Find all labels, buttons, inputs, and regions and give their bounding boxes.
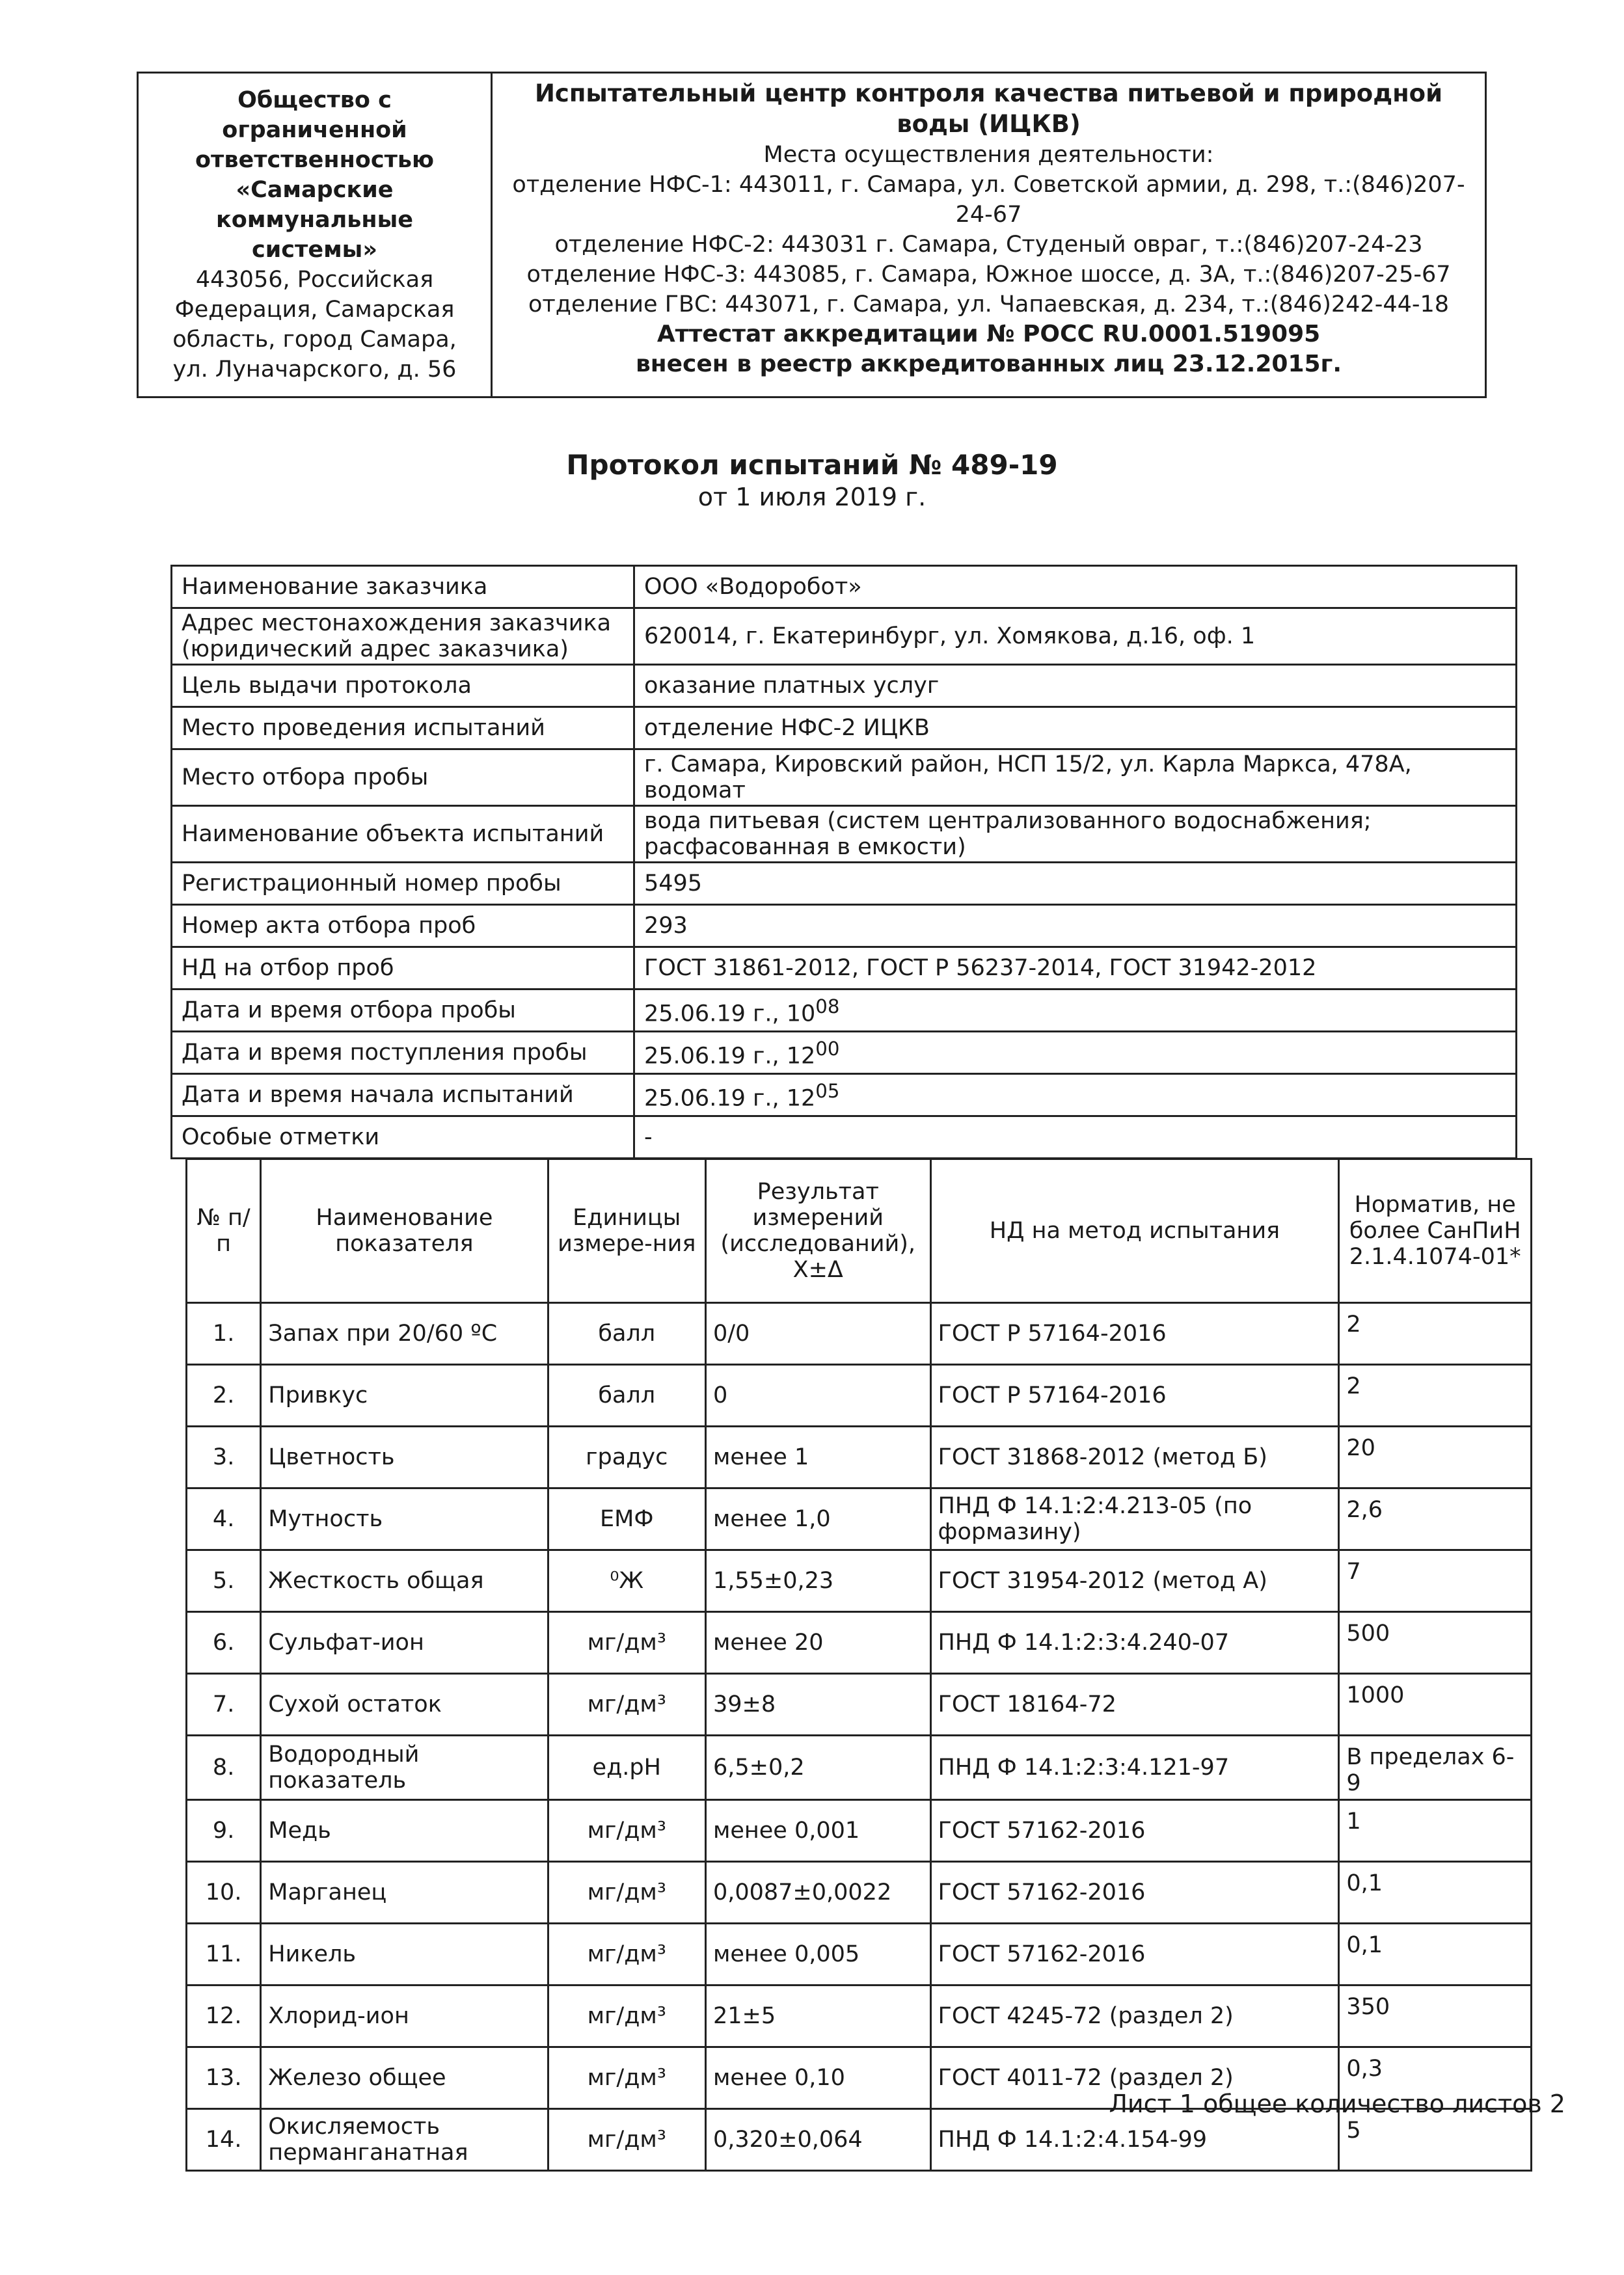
row-number: 6. (187, 1612, 261, 1674)
result-value: 39±8 (705, 1674, 930, 1736)
unit: мг/дм³ (548, 2109, 705, 2171)
info-key: Особые отметки (172, 1116, 634, 1159)
info-value-minutes: 08 (815, 995, 840, 1018)
method: ПНД Ф 14.1:2:3:4.240-07 (930, 1612, 1339, 1674)
unit: балл (548, 1365, 705, 1427)
org-name-line: ограниченной (222, 117, 407, 143)
info-value: 620014, г. Екатеринбург, ул. Хомякова, д.16, оф. 1 (634, 608, 1517, 665)
row-number: 7. (187, 1674, 261, 1736)
info-row (172, 749, 1517, 806)
norm-value: 1000 (1339, 1674, 1532, 1736)
info-value: ГОСТ 31861-2012, ГОСТ Р 56237-2014, ГОСТ 31942-2012 (634, 947, 1517, 989)
result-value: 6,5±0,2 (705, 1736, 930, 1800)
method: ГОСТ 57162-2016 (930, 1924, 1339, 1986)
norm-value: В пределах 6-9 (1339, 1736, 1532, 1800)
info-row (172, 1116, 1517, 1159)
norm-value: 2 (1339, 1365, 1532, 1427)
info-key: Дата и время поступления пробы (172, 1032, 634, 1074)
norm-value: 2 (1339, 1303, 1532, 1365)
row-number: 1. (187, 1303, 261, 1365)
info-key: Место проведения испытаний (172, 707, 634, 749)
result-value: 0/0 (705, 1303, 930, 1365)
method: ГОСТ 57162-2016 (930, 1800, 1339, 1862)
unit: мг/дм³ (548, 1674, 705, 1736)
org-name-line: Общество с (237, 87, 392, 113)
result-value: 0,320±0,064 (705, 2109, 930, 2171)
table-row (187, 1736, 1532, 1800)
info-row (172, 947, 1517, 989)
info-row (172, 608, 1517, 665)
org-address-line: Федерация, Самарская (174, 297, 455, 323)
result-value: менее 0,10 (705, 2047, 930, 2109)
table-row (187, 1427, 1532, 1488)
table-row (187, 1612, 1532, 1674)
norm-value: 7 (1339, 1550, 1532, 1612)
col-header-number: № п/п (187, 1159, 261, 1303)
info-value: ООО «Водоробот» (634, 566, 1517, 608)
norm-value: 0,1 (1339, 1924, 1532, 1986)
info-value: оказание платных услуг (634, 665, 1517, 707)
lab-place-line: отделение НФС-3: 443085, г. Самара, Южное шоссе, д. 3А, т.:(846)207-25-67 (526, 262, 1451, 288)
info-value: отделение НФС-2 ИЦКВ (634, 707, 1517, 749)
unit: мг/дм³ (548, 1612, 705, 1674)
org-name-line: «Самарские (236, 177, 394, 203)
info-table (170, 565, 1517, 1159)
table-row (187, 1365, 1532, 1427)
protocol-date: от 1 июля 2019 г. (697, 483, 927, 511)
info-value (634, 1032, 1517, 1074)
row-number: 3. (187, 1427, 261, 1488)
results-header-row (187, 1159, 1532, 1303)
indicator-name: Запах при 20/60 ºС (261, 1303, 548, 1365)
protocol-title: Протокол испытаний № 489-19 (566, 449, 1058, 481)
results-body (187, 1303, 1532, 2171)
lab-place-line: Места осуществления деятельности: (763, 142, 1214, 168)
indicator-name: Хлорид-ион (261, 1986, 548, 2047)
info-value: - (634, 1116, 1517, 1159)
indicator-name: Сульфат-ион (261, 1612, 548, 1674)
indicator-name: Железо общее (261, 2047, 548, 2109)
col-header-method: НД на метод испытания (930, 1159, 1339, 1303)
unit: градус (548, 1427, 705, 1488)
accreditation-line: внесен в реестр аккредитованных лиц 23.12.2015г. (635, 351, 1342, 377)
norm-value: 1 (1339, 1800, 1532, 1862)
indicator-name: Водородный показатель (261, 1736, 548, 1800)
results-table (185, 1158, 1532, 2172)
info-value-text: 25.06.19 г., 12 (644, 1043, 816, 1070)
unit: мг/дм³ (548, 2047, 705, 2109)
info-key: НД на отбор проб (172, 947, 634, 989)
col-header-indicator: Наименование показателя (261, 1159, 548, 1303)
org-name-line: коммунальные (216, 207, 413, 233)
org-address-line: ул. Луначарского, д. 56 (172, 357, 457, 383)
table-row (187, 1924, 1532, 1986)
info-row (172, 905, 1517, 947)
method: ГОСТ 4245-72 (раздел 2) (930, 1986, 1339, 2047)
info-value-text: 25.06.19 г., 10 (644, 1001, 816, 1027)
unit: мг/дм³ (548, 1986, 705, 2047)
info-key: Регистрационный номер пробы (172, 863, 634, 905)
indicator-name: Медь (261, 1800, 548, 1862)
norm-value: 350 (1339, 1986, 1532, 2047)
lab-place-line: отделение ГВС: 443071, г. Самара, ул. Чапаевская, д. 234, т.:(846)242-44-18 (528, 291, 1450, 317)
unit: ЕМФ (548, 1488, 705, 1550)
lab-place-line: отделение НФС-2: 443031 г. Самара, Студеный овраг, т.:(846)207-24-23 (554, 232, 1423, 258)
info-row (172, 707, 1517, 749)
row-number: 11. (187, 1924, 261, 1986)
col-header-result: Результат измерений (исследований), Х±Δ (705, 1159, 930, 1303)
result-value: 0,0087±0,0022 (705, 1862, 930, 1924)
unit: мг/дм³ (548, 1924, 705, 1986)
info-row (172, 1032, 1517, 1074)
table-row (187, 1986, 1532, 2047)
info-value (634, 1074, 1517, 1116)
info-row (172, 989, 1517, 1032)
result-value: менее 1 (705, 1427, 930, 1488)
table-row (187, 1550, 1532, 1612)
info-value-minutes: 05 (815, 1080, 840, 1103)
org-address-line: 443056, Российская (195, 267, 434, 293)
row-number: 4. (187, 1488, 261, 1550)
table-row (187, 1862, 1532, 1924)
table-row (187, 1488, 1532, 1550)
unit: мг/дм³ (548, 1800, 705, 1862)
info-key: Место отбора пробы (172, 749, 634, 806)
indicator-name: Окисляемость перманганатная (261, 2109, 548, 2171)
result-value: менее 1,0 (705, 1488, 930, 1550)
row-number: 9. (187, 1800, 261, 1862)
organization-cell (138, 73, 492, 397)
info-value: 5495 (634, 863, 1517, 905)
org-name-line: системы» (252, 237, 377, 263)
row-number: 2. (187, 1365, 261, 1427)
lab-place-line: отделение НФС-1: 443011, г. Самара, ул. Советской армии, д. 298, т.:(846)207-24-67 (512, 172, 1465, 228)
table-row (187, 1674, 1532, 1736)
info-row (172, 665, 1517, 707)
method: ГОСТ 31954-2012 (метод А) (930, 1550, 1339, 1612)
lab-title-line: воды (ИЦКВ) (897, 110, 1081, 138)
row-number: 8. (187, 1736, 261, 1800)
norm-value: 2,6 (1339, 1488, 1532, 1550)
row-number: 12. (187, 1986, 261, 2047)
method: ГОСТ 31868-2012 (метод Б) (930, 1427, 1339, 1488)
info-row (172, 566, 1517, 608)
result-value: 21±5 (705, 1986, 930, 2047)
result-value: менее 0,005 (705, 1924, 930, 1986)
method: ГОСТ Р 57164-2016 (930, 1365, 1339, 1427)
indicator-name: Жесткость общая (261, 1550, 548, 1612)
info-key: Дата и время отбора пробы (172, 989, 634, 1032)
method: ПНД Ф 14.1:2:4.213-05 (по формазину) (930, 1488, 1339, 1550)
indicator-name: Привкус (261, 1365, 548, 1427)
indicator-name: Сухой остаток (261, 1674, 548, 1736)
info-row (172, 806, 1517, 863)
unit: балл (548, 1303, 705, 1365)
row-number: 5. (187, 1550, 261, 1612)
norm-value: 0,1 (1339, 1862, 1532, 1924)
table-row (187, 1800, 1532, 1862)
org-name-line: ответственностью (195, 147, 435, 173)
norm-value: 5 (1339, 2109, 1532, 2171)
info-value-minutes: 00 (815, 1038, 840, 1060)
lab-title-line: Испытательный центр контроля качества питьевой и природной (534, 79, 1443, 107)
info-row (172, 863, 1517, 905)
norm-value: 500 (1339, 1612, 1532, 1674)
method: ГОСТ 4011-72 (раздел 2) (930, 2047, 1339, 2109)
col-header-units: Единицы измере-ния (548, 1159, 705, 1303)
info-value: г. Самара, Кировский район, НСП 15/2, ул. Карла Маркса, 478А, водомат (634, 749, 1517, 806)
result-value: 1,55±0,23 (705, 1550, 930, 1612)
method: ПНД Ф 14.1:2:4.154-99 (930, 2109, 1339, 2171)
method: ГОСТ Р 57164-2016 (930, 1303, 1339, 1365)
result-value: менее 20 (705, 1612, 930, 1674)
table-row (187, 1303, 1532, 1365)
norm-value: 20 (1339, 1427, 1532, 1488)
accreditation-line: Аттестат аккредитации № РОСС RU.0001.519095 (656, 321, 1321, 347)
indicator-name: Никель (261, 1924, 548, 1986)
info-key: Наименование объекта испытаний (172, 806, 634, 863)
info-key: Дата и время начала испытаний (172, 1074, 634, 1116)
unit: мг/дм³ (548, 1862, 705, 1924)
result-value: менее 0,001 (705, 1800, 930, 1862)
lab-cell (492, 73, 1486, 397)
info-key: Номер акта отбора проб (172, 905, 634, 947)
method: ПНД Ф 14.1:2:3:4.121-97 (930, 1736, 1339, 1800)
header-table (137, 72, 1487, 398)
sheet-footer: Лист 1 общее количество листов 2 (1109, 2090, 1565, 2118)
info-value: 293 (634, 905, 1517, 947)
row-number: 14. (187, 2109, 261, 2171)
method: ГОСТ 57162-2016 (930, 1862, 1339, 1924)
row-number: 10. (187, 1862, 261, 1924)
info-value: вода питьевая (систем централизованного водоснабжения; расфасованная в емкости) (634, 806, 1517, 863)
indicator-name: Мутность (261, 1488, 548, 1550)
method: ГОСТ 18164-72 (930, 1674, 1339, 1736)
info-key: Адрес местонахождения заказчика (юридический адрес заказчика) (172, 608, 634, 665)
result-value: 0 (705, 1365, 930, 1427)
info-key: Наименование заказчика (172, 566, 634, 608)
info-value-text: 25.06.19 г., 12 (644, 1085, 816, 1112)
indicator-name: Цветность (261, 1427, 548, 1488)
info-value (634, 989, 1517, 1032)
info-row (172, 1074, 1517, 1116)
unit: ⁰Ж (548, 1550, 705, 1612)
unit: ед.рН (548, 1736, 705, 1800)
info-key: Цель выдачи протокола (172, 665, 634, 707)
row-number: 13. (187, 2047, 261, 2109)
norm-value: 0,3 (1339, 2047, 1532, 2109)
org-address-line: область, город Самара, (172, 327, 457, 353)
col-header-norm: Норматив, не более СанПиН 2.1.4.1074-01* (1339, 1159, 1532, 1303)
indicator-name: Марганец (261, 1862, 548, 1924)
